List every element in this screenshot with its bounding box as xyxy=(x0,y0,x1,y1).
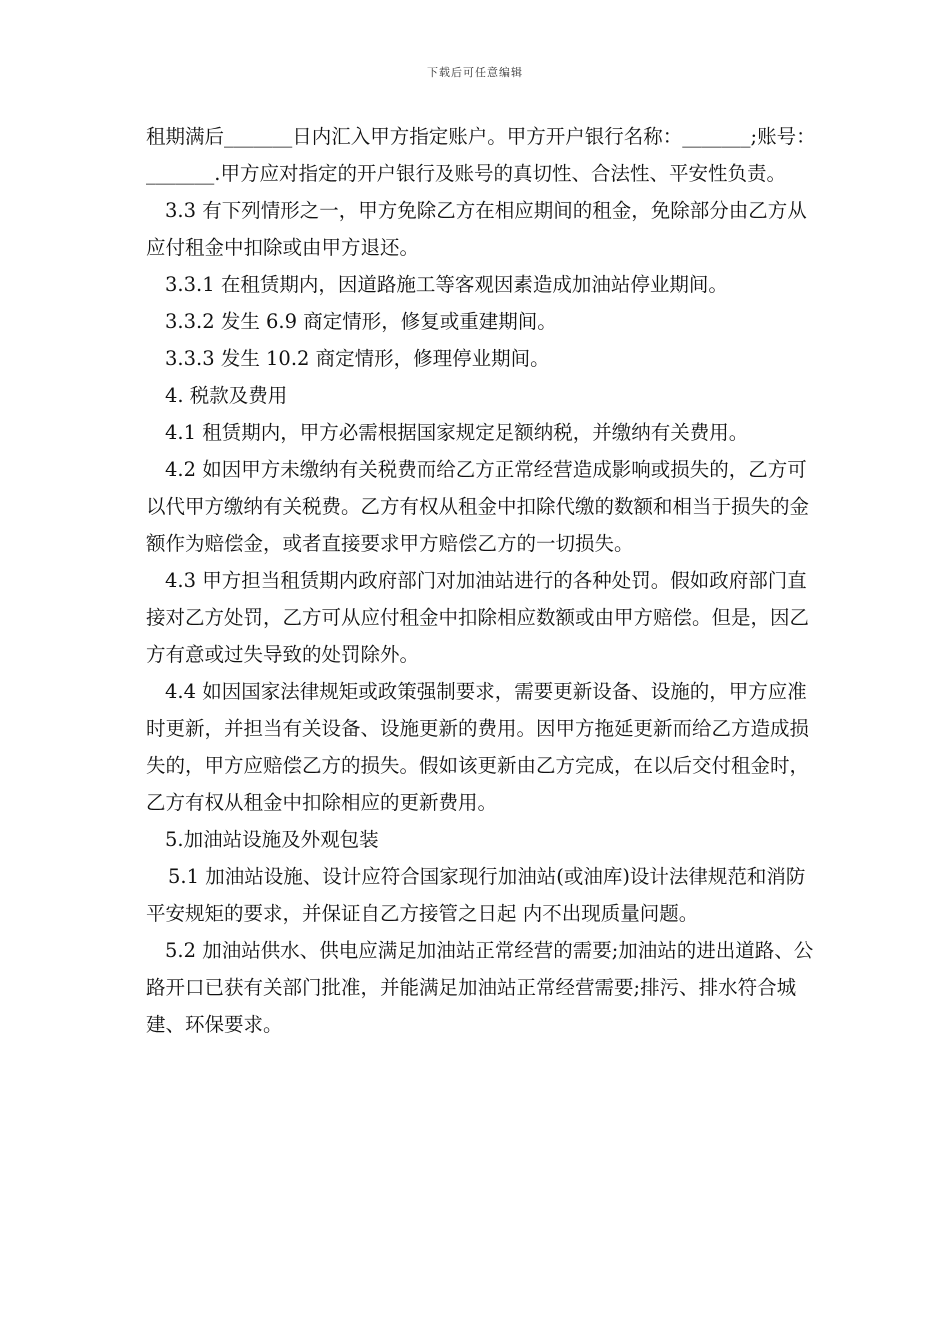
paragraph-5-1: 5.1 加油站设施、设计应符合国家现行加油站(或油库)设计法律规范和消防平安规矩的要求，并保证自乙方接管之日起 内不出现质量问题。 xyxy=(146,865,806,925)
paragraph-payment-account: 租期满后_______日内汇入甲方指定账户。甲方开户银行名称：_______;账号：_______.甲方应对指定的开户银行及账号的真切性、合法性、平安性负责。 xyxy=(146,125,816,185)
paragraph-3-3: 3.3 有下列情形之一，甲方免除乙方在相应期间的租金，免除部分由乙方从应付租金中扣除或由甲方退还。 xyxy=(146,199,807,259)
paragraph-4-2: 4.2 如因甲方未缴纳有关税费而给乙方正常经营造成影响或损失的，乙方可以代甲方缴纳有关税费。乙方有权从租金中扣除代缴的数额和相当于损失的金额作为赔偿金，或者直接要求甲方赔偿乙方的一切损失。 xyxy=(146,458,810,555)
paragraph-3-3-3: 3.3.3 发生 10.2 商定情形，修理停业期间。 xyxy=(165,347,550,370)
paragraph-5-2: 5.2 加油站供水、供电应满足加油站正常经营的需要;加油站的进出道路、公路开口已获有关部门批准，并能满足加油站正常经营需要;排污、排水符合城建、环保要求。 xyxy=(146,939,814,1036)
paragraph-3-3-1: 3.3.1 在租赁期内，因道路施工等客观因素造成加油站停业期间。 xyxy=(165,273,728,296)
page-header: 下载后可任意编辑 xyxy=(427,66,523,79)
paragraph-4-4: 4.4 如因国家法律规矩或政策强制要求，需要更新设备、设施的，甲方应准时更新，并担当有关设备、设施更新的费用。因甲方拖延更新而给乙方造成损失的，甲方应赔偿乙方的损失。假如该更新由乙方完成，在以后交付租金时，乙方有权从租金中扣除相应的更新费用。 xyxy=(146,680,810,814)
paragraph-4-3: 4.3 甲方担当租赁期内政府部门对加油站进行的各种处罚。假如政府部门直接对乙方处罚，乙方可从应付租金中扣除相应数额或由甲方赔偿。但是，因乙方有意或过失导致的处罚除外。 xyxy=(146,569,810,666)
paragraph-4-1: 4.1 租赁期内，甲方必需根据国家规定足额纳税，并缴纳有关费用。 xyxy=(165,421,749,444)
section-heading-5: 5.加油站设施及外观包装 xyxy=(165,828,379,851)
paragraph-3-3-2: 3.3.2 发生 6.9 商定情形，修复或重建期间。 xyxy=(165,310,557,333)
document-body xyxy=(146,118,816,1043)
section-heading-4: 4. 税款及费用 xyxy=(165,384,288,407)
